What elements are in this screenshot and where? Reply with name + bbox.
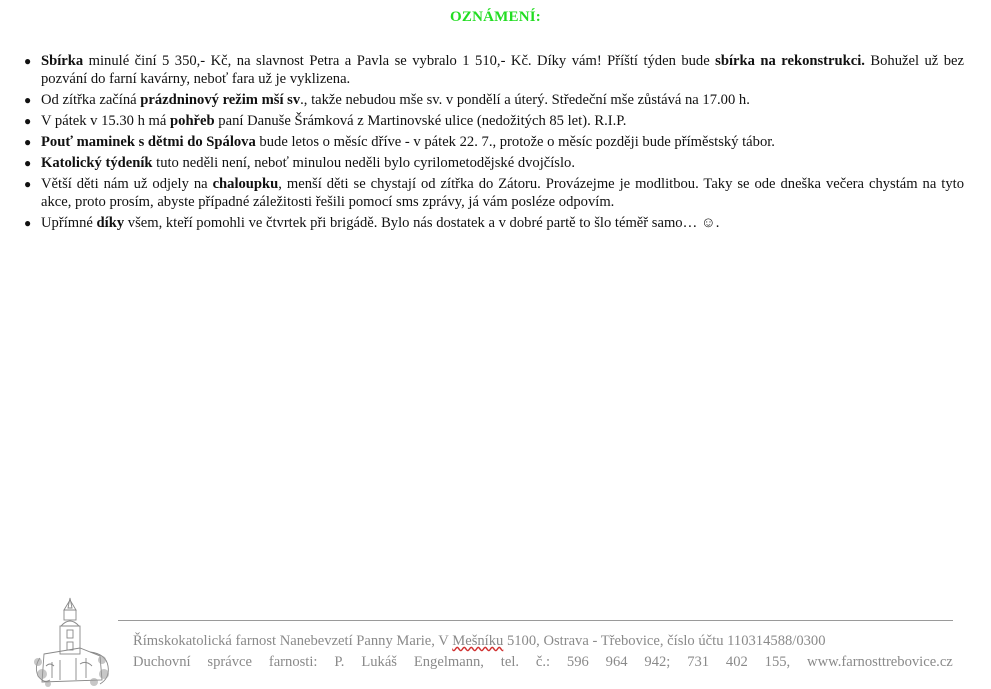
bullet-icon: ●	[24, 135, 32, 149]
website-link[interactable]: www.farnosttrebovice.cz	[807, 654, 953, 670]
footer	[133, 631, 953, 673]
bullet-icon: ●	[24, 93, 32, 107]
bold-text: Sbírka	[41, 53, 84, 69]
bullet-icon: ●	[24, 54, 32, 68]
list-item	[22, 133, 964, 151]
bullet-icon: ●	[24, 216, 32, 230]
text: paní Danuše Šrámková z Martinovské ulice (nedožitých 85 let). R.I.P.	[214, 113, 627, 129]
footer-contact-line	[133, 652, 953, 673]
bold-text: prázdninový režim mší sv	[140, 92, 301, 108]
list-item	[22, 175, 964, 211]
list-item	[22, 112, 964, 130]
footer-address-c: 5100, Ostrava - Třebovice, číslo účtu 110314588/0300	[503, 633, 826, 649]
footer-word: Lukáš	[361, 654, 397, 670]
bold-text: Katolický týdeník	[41, 155, 153, 171]
bullet-icon: ●	[24, 114, 32, 128]
footer-word: č.:	[535, 654, 551, 670]
bold-text: sbírka na rekonstrukci.	[715, 53, 865, 69]
footer-word: Duchovní	[133, 654, 191, 670]
bold-text: díky	[96, 215, 125, 231]
list-item	[22, 154, 964, 172]
text: , menší děti se chystají od zítřka do Zátoru. Provázejme je modlitbou. Taky se ode dneška večera chystám na tyto akce, proto prosím, abyste případné záležitosti řešili pomocí sms zprávy, já vám posléze odpovím.	[41, 176, 964, 210]
list-item	[22, 91, 964, 109]
page-title: OZNÁMENÍ:	[450, 9, 541, 25]
footer-word: 731	[687, 654, 710, 670]
footer-word: tel.	[500, 654, 520, 670]
bullet-icon: ●	[24, 177, 32, 191]
footer-word: 155,	[764, 654, 791, 670]
text: bude letos o měsíc dříve - v pátek 22. 7., protože o měsíc později bude příměstský tábor.	[255, 134, 775, 150]
footer-word: 942;	[644, 654, 671, 670]
footer-word: 596	[566, 654, 589, 670]
text: všem, kteří pomohli ve čtvrtek při brigádě. Bylo nás dostatek a v dobré partě to šlo téměř samo… ☺.	[124, 215, 720, 231]
text: Větší děti nám už odjely na	[41, 176, 213, 192]
text: Od zítřka začíná	[41, 92, 141, 108]
footer-word: farnosti:	[268, 654, 318, 670]
text: ., takže nebudou mše sv. v pondělí a úterý. Středeční mše zůstává na 17.00 h.	[300, 92, 750, 108]
footer-word: správce	[207, 654, 252, 670]
text: Bohužel už bez pozvání do farní kavárny, neboť fara už je vyklizena.	[41, 53, 964, 87]
list-item	[22, 214, 964, 232]
text: V pátek v 15.30 h má	[41, 113, 171, 129]
bullet-icon: ●	[24, 156, 32, 170]
text: Upřímné	[41, 215, 97, 231]
bold-text: pohřeb	[170, 113, 215, 129]
announcement-list	[22, 52, 964, 235]
bold-text: chaloupku	[212, 176, 279, 192]
footer-word: 402	[725, 654, 748, 670]
footer-address-b: Mešníku	[452, 633, 504, 649]
text: minulé činí 5 350,- Kč, na slavnost Petra a Pavla se vybralo 1 510,- Kč. Díky vám! Příští týden bude	[83, 53, 716, 69]
footer-address-a: Římskokatolická farnost Nanebevzetí Panny Marie, V	[133, 633, 453, 649]
list-item	[22, 52, 964, 88]
footer-address-line	[133, 631, 953, 652]
footer-word: Engelmann,	[413, 654, 484, 670]
text: tuto neděli není, neboť minulou neděli bylo cyrilometodějské dvojčíslo.	[152, 155, 575, 171]
footer-word: 964	[605, 654, 628, 670]
church-tower-icon	[30, 596, 112, 688]
bold-text: Pouť maminek s dětmi do Spálova	[41, 134, 256, 150]
footer-divider	[118, 620, 953, 621]
footer-word: P.	[334, 654, 345, 670]
